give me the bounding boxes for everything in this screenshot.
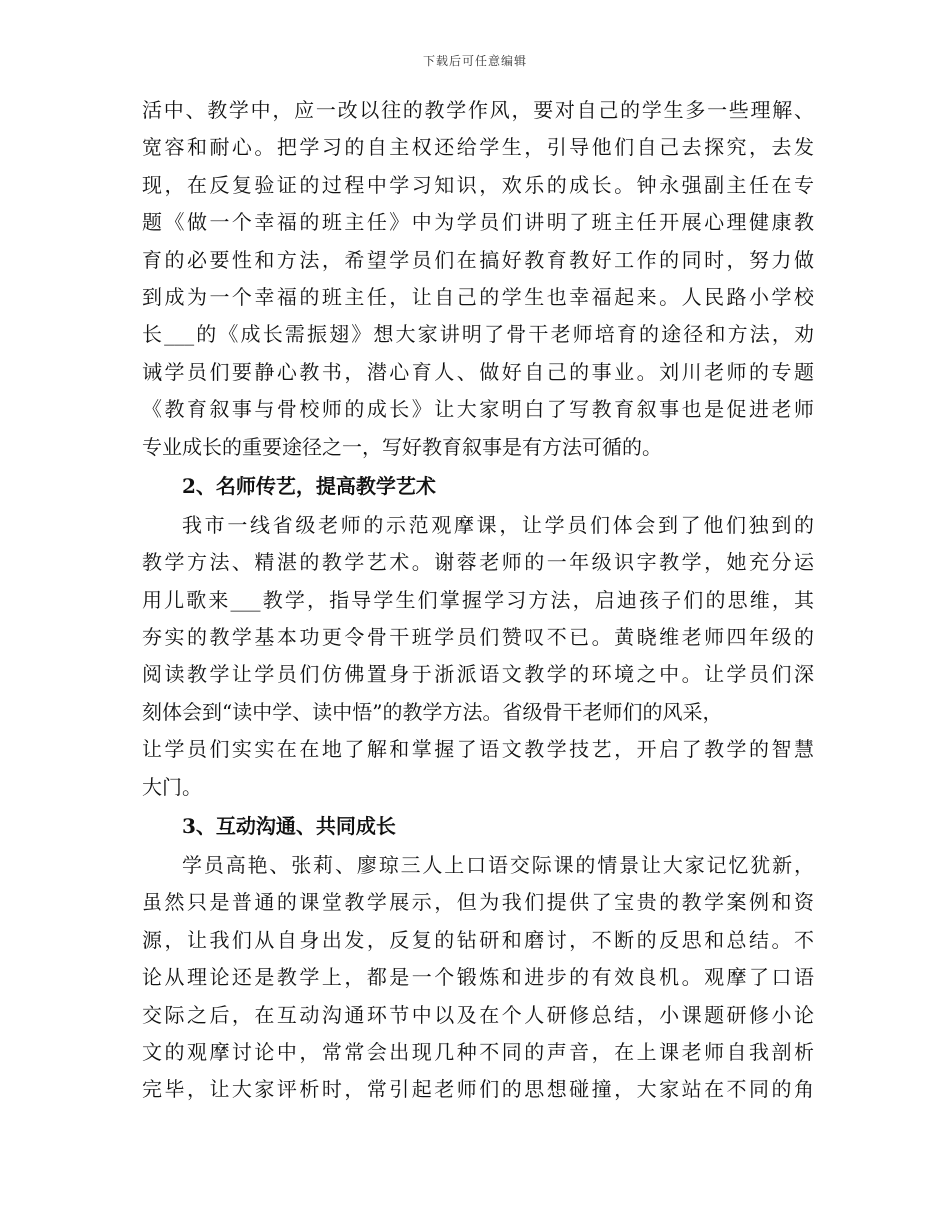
text-line: 源，让我们从自身出发，反复的钻研和磨讨，不断的反思和总结。不 xyxy=(142,927,814,952)
text-line: 到成为一个幸福的班主任，让自己的学生也幸福起来。人民路小学校 xyxy=(142,284,814,309)
text-line: 论从理论还是教学上，都是一个锻炼和进步的有效良机。观摩了口语 xyxy=(142,965,814,990)
text-line: 诫学员们要静心教书，潜心育人、做好自己的事业。刘川老师的专题 xyxy=(142,359,814,384)
text-line: 专业成长的重要途径之一，写好教育叙事是有方法可循的。 xyxy=(142,434,662,459)
text-line: 文的观摩讨论中，常常会出现几种不同的声音，在上课老师自我剖析 xyxy=(142,1039,814,1064)
text-line: 题《做一个幸福的班主任》中为学员们讲明了班主任开展心理健康教 xyxy=(142,210,814,235)
text-line: 刻体会到“读中学、读中悟”的教学方法。省级骨干老师们的风采， xyxy=(142,699,723,724)
text-line: 夯实的教学基本功更令骨干班学员们赞叹不已。黄晓维老师四年级的 xyxy=(142,625,814,650)
text-line: 完毕，让大家评析时，常引起老师们的思想碰撞，大家站在不同的角 xyxy=(142,1077,814,1102)
text-line: 《教育叙事与骨校师的成长》让大家明白了写教育叙事也是促进老师 xyxy=(142,397,814,422)
text-line: 让学员们实实在在地了解和掌握了语文教学技艺，开启了教学的智慧 xyxy=(142,737,814,762)
text-line: 长___的《成长需振翅》想大家讲明了骨干老师培育的途径和方法，劝 xyxy=(142,322,814,347)
paragraph-2 xyxy=(142,507,814,806)
document-body xyxy=(142,92,814,1109)
text-line: 大门。 xyxy=(142,774,202,799)
page-header: 下载后可任意编辑 xyxy=(422,54,527,68)
text-line: 交际之后，在互动沟通环节中以及在个人研修总结，小课题研修小论 xyxy=(142,1002,814,1027)
text-line: 我市一线省级老师的示范观摩课，让学员们体会到了他们独到的 xyxy=(182,512,814,537)
text-line: 教学方法、精湛的教学艺术。谢蓉老师的一年级识字教学，她充分运 xyxy=(142,550,814,575)
text-line: 育的必要性和方法，希望学员们在搞好教育教好工作的同时，努力做 xyxy=(142,247,814,272)
text-line: 活中、教学中，应一改以往的教学作风，要对自己的学生多一些理解、 xyxy=(142,98,814,122)
text-line: 学员高艳、张莉、廖琼三人上口语交际课的情景让大家记忆犹新， xyxy=(182,853,814,878)
paragraph-3 xyxy=(142,847,814,1109)
paragraph-1 xyxy=(142,92,814,466)
text-line: 阅读教学让学员们仿佛置身于浙派语文教学的环境之中。让学员们深 xyxy=(142,662,814,687)
text-line: 用儿歌来___教学，指导学生们掌握学习方法，启迪孩子们的思维，其 xyxy=(142,587,814,612)
text-line: 宽容和耐心。把学习的自主权还给学生，引导他们自己去探究，去发 xyxy=(142,135,814,160)
text-line: 虽然只是普通的课堂教学展示，但为我们提供了宝贵的教学案例和资 xyxy=(142,890,814,915)
text-line: 现，在反复验证的过程中学习知识，欢乐的成长。钟永强副主任在专 xyxy=(142,172,814,197)
section-heading-3: 3、互动沟通、共同成长 xyxy=(182,814,396,839)
section-heading-2: 2、名师传艺，提高教学艺术 xyxy=(182,473,436,498)
